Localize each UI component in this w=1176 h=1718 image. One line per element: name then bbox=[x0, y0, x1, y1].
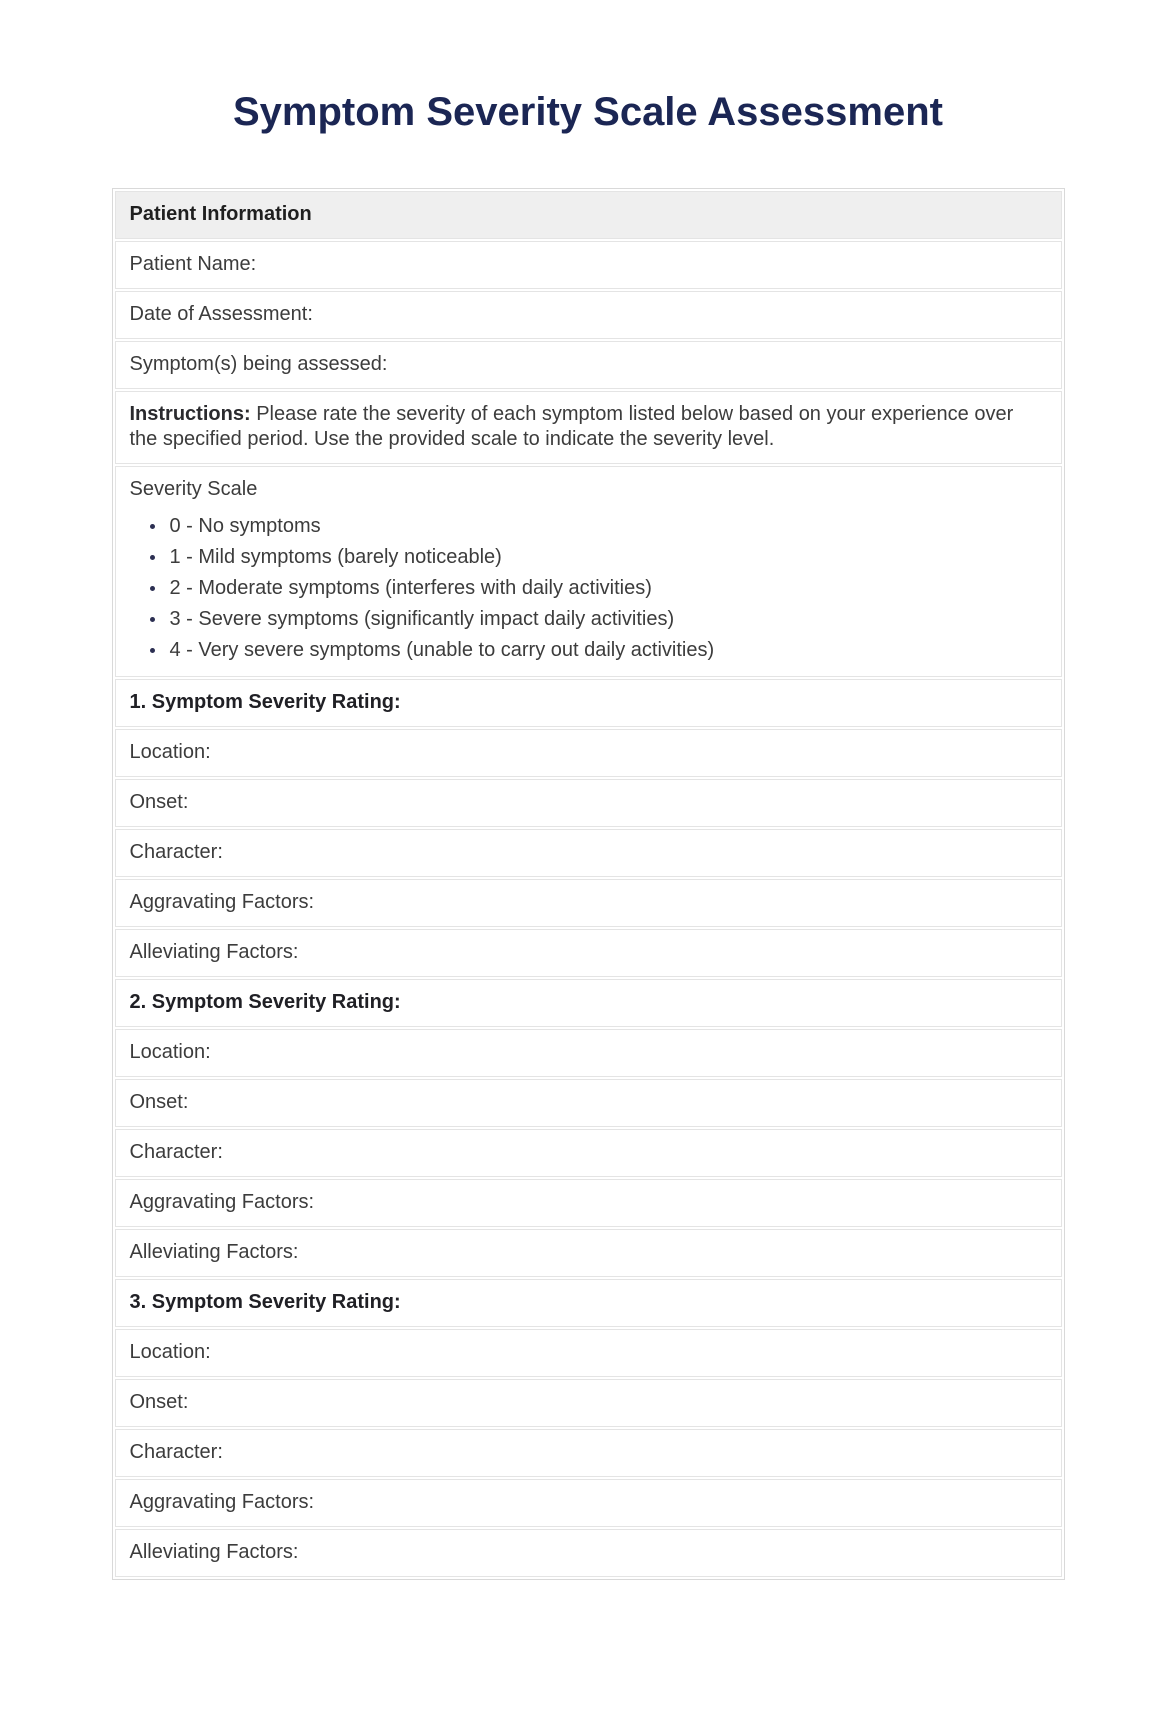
table-row bbox=[115, 929, 1062, 977]
field-patient-name: Patient Name: bbox=[115, 241, 1062, 289]
severity-scale-list bbox=[130, 515, 1047, 662]
table-row bbox=[115, 1479, 1062, 1527]
table-row bbox=[115, 1129, 1062, 1177]
table-row bbox=[115, 1529, 1062, 1577]
severity-scale-item-4: • 4 - Very severe symptoms (unable to carry out daily activities) bbox=[167, 639, 1047, 662]
table-row bbox=[115, 979, 1062, 1027]
table-row bbox=[115, 1329, 1062, 1377]
severity-scale-title: Severity Scale bbox=[129, 478, 258, 500]
table-row bbox=[115, 391, 1062, 464]
table-row bbox=[115, 879, 1062, 927]
table-row bbox=[115, 1229, 1062, 1277]
section-1-field-character: Character: bbox=[115, 829, 1062, 877]
section-3-field-character: Character: bbox=[115, 1429, 1062, 1477]
section-1-field-onset: Onset: bbox=[115, 779, 1062, 827]
instructions-text: Please rate the severity of each symptom listed below based on your experience over the specified period. Use the provided scale to indicate the severity level. bbox=[129, 403, 1014, 450]
section-1-field-aggravating-factors: Aggravating Factors: bbox=[115, 879, 1062, 927]
section-3-field-aggravating-factors: Aggravating Factors: bbox=[115, 1479, 1062, 1527]
severity-scale-row bbox=[115, 466, 1062, 677]
severity-scale-item-3: • 3 - Severe symptoms (significantly impact daily activities) bbox=[167, 608, 1047, 631]
severity-scale-item-0: • 0 - No symptoms bbox=[167, 515, 1047, 538]
table-row bbox=[115, 1279, 1062, 1327]
instructions-row bbox=[115, 391, 1062, 464]
patient-information-header: Patient Information bbox=[115, 191, 1062, 239]
section-2-field-character: Character: bbox=[115, 1129, 1062, 1177]
table-row bbox=[115, 1379, 1062, 1427]
section-3-field-location: Location: bbox=[115, 1329, 1062, 1377]
table-row bbox=[115, 1429, 1062, 1477]
section-3-field-alleviating-factors: Alleviating Factors: bbox=[115, 1529, 1062, 1577]
section-1-heading: 1. Symptom Severity Rating: bbox=[115, 679, 1062, 727]
table-row bbox=[115, 779, 1062, 827]
section-2-field-alleviating-factors: Alleviating Factors: bbox=[115, 1229, 1062, 1277]
table-row bbox=[115, 241, 1062, 289]
table-row bbox=[115, 1179, 1062, 1227]
field-date-of-assessment: Date of Assessment: bbox=[115, 291, 1062, 339]
table-row bbox=[115, 341, 1062, 389]
table-row bbox=[115, 1079, 1062, 1127]
assessment-table bbox=[112, 188, 1065, 1580]
table-row bbox=[115, 466, 1062, 677]
section-2-heading: 2. Symptom Severity Rating: bbox=[115, 979, 1062, 1027]
table-row bbox=[115, 291, 1062, 339]
section-3-field-onset: Onset: bbox=[115, 1379, 1062, 1427]
severity-scale-item-2: • 2 - Moderate symptoms (interferes with daily activities) bbox=[167, 577, 1047, 600]
section-3-heading: 3. Symptom Severity Rating: bbox=[115, 1279, 1062, 1327]
table-row bbox=[115, 191, 1062, 239]
section-1-field-alleviating-factors: Alleviating Factors: bbox=[115, 929, 1062, 977]
section-1-field-location: Location: bbox=[115, 729, 1062, 777]
table-row bbox=[115, 679, 1062, 727]
table-row bbox=[115, 729, 1062, 777]
table-row bbox=[115, 829, 1062, 877]
field-symptoms-being-assessed: Symptom(s) being assessed: bbox=[115, 341, 1062, 389]
section-2-field-aggravating-factors: Aggravating Factors: bbox=[115, 1179, 1062, 1227]
page-title: Symptom Severity Scale Assessment bbox=[233, 90, 943, 134]
section-2-field-location: Location: bbox=[115, 1029, 1062, 1077]
table-row bbox=[115, 1029, 1062, 1077]
section-2-field-onset: Onset: bbox=[115, 1079, 1062, 1127]
severity-scale-item-1: • 1 - Mild symptoms (barely noticeable) bbox=[167, 546, 1047, 569]
instructions-label: Instructions: bbox=[129, 403, 251, 425]
